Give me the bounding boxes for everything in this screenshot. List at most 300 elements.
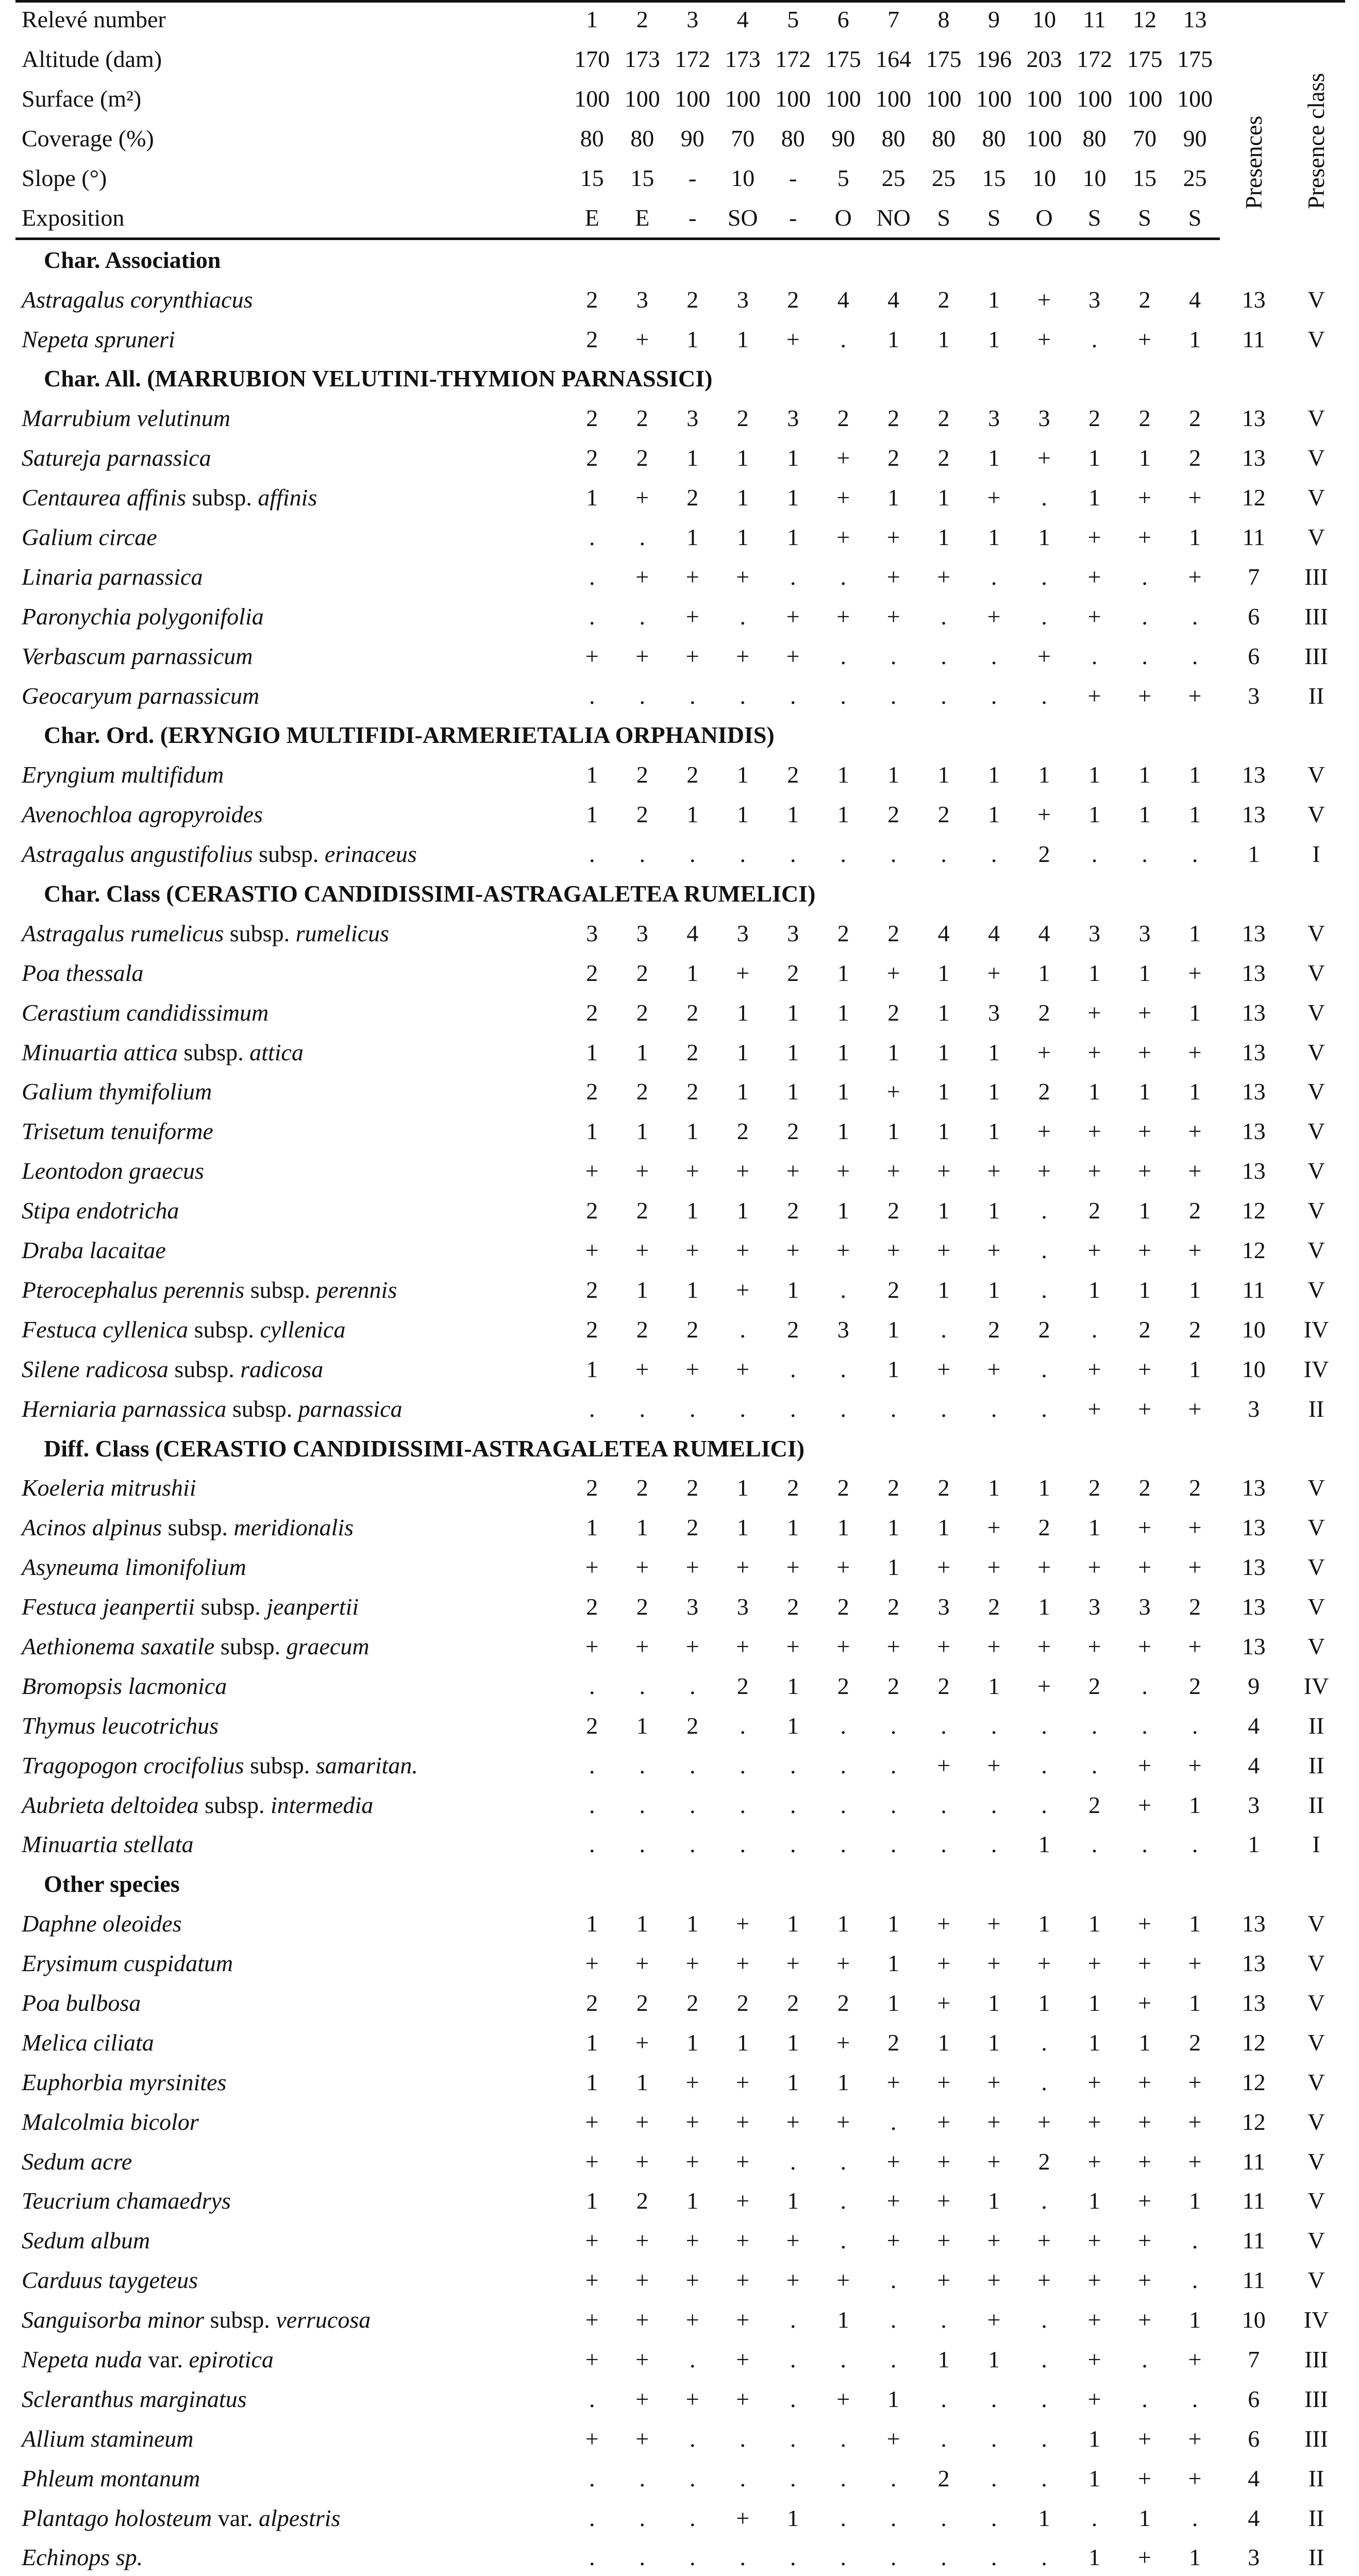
cover-value: + xyxy=(635,2108,649,2135)
cover-value: 1 xyxy=(1088,2544,1101,2571)
cover-value: + xyxy=(1037,642,1051,669)
cover-value: 1 xyxy=(787,524,799,551)
cover-value: + xyxy=(736,2227,750,2254)
cover-value: 3 xyxy=(1138,920,1151,946)
cover-value: + xyxy=(1188,1950,1202,1977)
cover-value: + xyxy=(736,1355,750,1382)
species-name: Daphne oleoides xyxy=(22,1910,182,1937)
cover-value: 1 xyxy=(686,2029,699,2056)
cover-value: + xyxy=(1138,1118,1152,1145)
species-name: Melica ciliata xyxy=(22,2029,154,2056)
cover-value: + xyxy=(987,2267,1001,2294)
cover-value: + xyxy=(635,1633,649,1659)
cover-value: 1 xyxy=(1088,761,1101,788)
cover-value: + xyxy=(1188,1118,1202,1145)
header-value: 1 xyxy=(586,6,598,33)
cover-value: 1 xyxy=(1138,1197,1151,1224)
cover-value: + xyxy=(987,959,1001,986)
species-name: Astragalus corynthiacus xyxy=(22,286,253,313)
cover-value: 1 xyxy=(1138,959,1151,986)
cover-value: 1 xyxy=(736,2029,749,2056)
cover-value: 2 xyxy=(686,1514,699,1541)
cover-value: 1 xyxy=(837,801,849,828)
header-value: 80 xyxy=(881,125,905,152)
cover-value: + xyxy=(1188,1158,1202,1184)
header-value: 170 xyxy=(574,46,610,73)
cover-value: . xyxy=(890,2465,897,2492)
section-title: Char. All. (MARRUBION VELUTINI-THYMION PARNASSICI) xyxy=(44,365,713,392)
cover-value: 1 xyxy=(887,761,900,788)
cover-value: + xyxy=(1138,2108,1152,2135)
header-label: Altitude (dam) xyxy=(22,46,162,73)
header-value: 100 xyxy=(926,86,962,112)
presence-count: 3 xyxy=(1248,1791,1260,1818)
cover-value: . xyxy=(1192,2267,1198,2294)
species-infraspecific: subsp. intermedia xyxy=(205,1791,374,1818)
cover-value: . xyxy=(1142,2385,1148,2412)
cover-value: . xyxy=(740,1752,746,1778)
cover-value: 1 xyxy=(988,2346,1000,2372)
cover-value: . xyxy=(589,1672,595,1699)
presence-count: 13 xyxy=(1241,1118,1266,1145)
cover-value: + xyxy=(1037,326,1051,352)
cover-value: . xyxy=(740,682,746,709)
species-name-cell xyxy=(15,2142,567,2181)
presence-class: V xyxy=(1307,1514,1325,1541)
cover-value: 1 xyxy=(736,1039,749,1065)
cover-value: . xyxy=(890,1791,897,1818)
cover-value: 1 xyxy=(1138,801,1151,828)
cover-value: + xyxy=(736,563,750,590)
cover-value: . xyxy=(1041,682,1047,709)
cover-value: . xyxy=(790,2465,796,2492)
cover-value: 1 xyxy=(787,1514,799,1541)
cover-value: . xyxy=(1142,841,1148,868)
cover-value: + xyxy=(635,642,649,669)
species-row xyxy=(15,399,1345,438)
cover-value: + xyxy=(836,524,850,551)
presence-count: 11 xyxy=(1242,1276,1265,1303)
species-name: Centaurea affinis xyxy=(22,484,187,511)
cover-value: 2 xyxy=(887,405,900,432)
cover-value: 2 xyxy=(937,445,950,471)
presence-class: V xyxy=(1307,1989,1325,2016)
cover-value: + xyxy=(1037,1633,1051,1659)
cover-value: . xyxy=(941,1316,947,1343)
species-row xyxy=(15,2062,1345,2102)
presence-count: 4 xyxy=(1248,1752,1260,1778)
cover-value: + xyxy=(1138,2307,1152,2333)
species-name-cell xyxy=(15,1191,567,1231)
cover-value: + xyxy=(937,2188,951,2214)
species-name-cell xyxy=(15,953,567,993)
cover-value: 2 xyxy=(787,286,799,313)
cover-value: + xyxy=(1188,2108,1202,2135)
cover-value: + xyxy=(585,1554,599,1581)
cover-value: + xyxy=(1138,2425,1152,2452)
cover-value: 2 xyxy=(887,445,900,471)
species-name-cell xyxy=(15,1825,567,1865)
cover-value: 2 xyxy=(787,761,799,788)
cover-value: + xyxy=(585,2148,599,2175)
header-value: 80 xyxy=(781,125,805,152)
species-name-cell xyxy=(15,1984,567,2023)
cover-value: 2 xyxy=(686,1316,699,1343)
cover-value: . xyxy=(840,2504,846,2531)
header-value: 11 xyxy=(1083,6,1106,33)
cover-value: + xyxy=(635,1554,649,1581)
cover-value: . xyxy=(890,1752,897,1778)
cover-value: + xyxy=(1138,1355,1152,1382)
species-row xyxy=(15,1706,1345,1745)
cover-value: 1 xyxy=(787,1276,799,1303)
header-value: 90 xyxy=(1183,125,1207,152)
species-name-cell xyxy=(15,2340,567,2380)
cover-value: . xyxy=(941,1712,947,1739)
cover-value: . xyxy=(1041,1276,1047,1303)
cover-value: 1 xyxy=(887,326,900,352)
cover-value: 1 xyxy=(1088,2188,1101,2214)
cover-value: + xyxy=(786,1633,800,1659)
cover-value: 1 xyxy=(1138,761,1151,788)
cover-value: 1 xyxy=(837,1078,849,1105)
cover-value: . xyxy=(1091,841,1098,868)
cover-value: + xyxy=(1138,2188,1152,2214)
cover-value: 1 xyxy=(686,2188,699,2214)
species-name: Plantago holosteum xyxy=(22,2504,212,2531)
section-header xyxy=(15,1429,1345,1468)
cover-value: + xyxy=(937,1355,951,1382)
cover-value: 1 xyxy=(937,1276,950,1303)
cover-value: + xyxy=(736,2307,750,2333)
species-name: Silene radicosa xyxy=(22,1355,169,1382)
cover-value: . xyxy=(1142,563,1148,590)
species-name-cell xyxy=(15,1587,567,1627)
cover-value: 1 xyxy=(988,1475,1000,1501)
header-value: 100 xyxy=(675,86,711,112)
cover-value: 2 xyxy=(937,801,950,828)
cover-value: 1 xyxy=(887,1514,900,1541)
cover-value: . xyxy=(890,642,897,669)
cover-value: . xyxy=(740,1791,746,1818)
cover-value: . xyxy=(740,2425,746,2452)
cover-value: + xyxy=(886,2425,900,2452)
cover-value: . xyxy=(840,1355,846,1382)
cover-value: 2 xyxy=(586,1316,598,1343)
cover-value: . xyxy=(840,2148,846,2175)
cover-value: . xyxy=(941,1831,947,1858)
presence-class: V xyxy=(1307,1276,1325,1303)
cover-value: . xyxy=(1142,603,1148,630)
header-value: 12 xyxy=(1133,6,1157,33)
species-name-cell xyxy=(15,2538,567,2576)
cover-value: + xyxy=(1087,2108,1101,2135)
presence-class: II xyxy=(1308,2504,1324,2531)
cover-value: 1 xyxy=(1088,959,1101,986)
species-name: Trisetum tenuiforme xyxy=(22,1118,213,1145)
species-name: Marrubium velutinum xyxy=(22,405,231,432)
header-label: Exposition xyxy=(15,198,567,239)
releve-table-container xyxy=(15,0,1345,2576)
header-label: Slope (°) xyxy=(22,165,107,191)
cover-value: . xyxy=(991,841,997,868)
cover-value: + xyxy=(736,1237,750,1264)
cover-value: . xyxy=(840,563,846,590)
species-name: Echinops sp. xyxy=(22,2544,143,2571)
cover-value: . xyxy=(740,603,746,630)
cover-value: 2 xyxy=(1138,1475,1151,1501)
cover-value: + xyxy=(1138,2544,1152,2571)
cover-value: + xyxy=(585,2346,599,2372)
cover-value: 2 xyxy=(1088,1197,1101,1224)
cover-value: . xyxy=(1041,1355,1047,1382)
cover-value: 2 xyxy=(887,999,900,1026)
presence-count: 11 xyxy=(1242,2188,1265,2214)
cover-value: 1 xyxy=(937,959,950,986)
cover-value: 1 xyxy=(937,326,950,352)
cover-value: 2 xyxy=(1189,405,1201,432)
cover-value: 2 xyxy=(586,1197,598,1224)
header-value: 100 xyxy=(1177,86,1213,112)
presence-class: III xyxy=(1304,563,1329,590)
species-name-cell xyxy=(15,518,567,557)
cover-value: . xyxy=(639,1672,645,1699)
cover-value: . xyxy=(689,1752,696,1778)
cover-value: . xyxy=(1192,2504,1198,2531)
species-row xyxy=(15,1072,1345,1112)
cover-value: . xyxy=(790,2544,796,2571)
presence-count: 4 xyxy=(1248,1712,1260,1739)
species-row xyxy=(15,2023,1345,2062)
cover-value: 2 xyxy=(586,1078,598,1105)
presence-count: 13 xyxy=(1241,761,1266,788)
cover-value: 3 xyxy=(736,1594,749,1620)
species-infraspecific: subsp. perennis xyxy=(250,1276,397,1303)
cover-value: + xyxy=(937,1752,951,1778)
cover-value: 2 xyxy=(636,801,648,828)
cover-value: 2 xyxy=(1088,1475,1101,1501)
cover-value: 1 xyxy=(787,801,799,828)
cover-value: . xyxy=(1041,2465,1047,2492)
cover-value: . xyxy=(790,1395,796,1422)
species-name-cell xyxy=(15,1112,567,1151)
species-name: Teucrium chamaedrys xyxy=(22,2188,231,2214)
presence-count: 1 xyxy=(1248,841,1260,868)
cover-value: 1 xyxy=(837,1197,849,1224)
cover-value: 1 xyxy=(1189,1910,1201,1937)
cover-value: . xyxy=(589,2504,595,2531)
cover-value: . xyxy=(639,1831,645,1858)
cover-value: . xyxy=(589,524,595,551)
presence-class-header xyxy=(1287,0,1345,239)
cover-value: 4 xyxy=(937,920,950,946)
cover-value: 2 xyxy=(1189,2029,1201,2056)
cover-value: 1 xyxy=(736,761,749,788)
cover-value: . xyxy=(1091,1712,1098,1739)
cover-value: + xyxy=(585,2227,599,2254)
cover-value: + xyxy=(685,1554,699,1581)
cover-value: + xyxy=(987,1158,1001,1184)
cover-value: 1 xyxy=(937,1039,950,1065)
header-value: 80 xyxy=(982,125,1006,152)
cover-value: . xyxy=(589,1791,595,1818)
cover-value: . xyxy=(1041,2346,1047,2372)
cover-value: + xyxy=(1087,1554,1101,1581)
presence-count: 13 xyxy=(1241,1989,1266,2016)
cover-value: . xyxy=(740,1395,746,1422)
cover-value: + xyxy=(685,2385,699,2412)
cover-value: 1 xyxy=(887,1316,900,1343)
cover-value: . xyxy=(1192,603,1198,630)
header-value: E xyxy=(617,198,667,239)
header-value: 100 xyxy=(574,86,610,112)
cover-value: 2 xyxy=(988,1594,1000,1620)
cover-value: . xyxy=(740,841,746,868)
header-value: 80 xyxy=(932,125,956,152)
cover-value: + xyxy=(635,1237,649,1264)
presence-class: V xyxy=(1307,524,1325,551)
species-row xyxy=(15,518,1345,557)
cover-value: + xyxy=(1087,2227,1101,2254)
species-name: Galium circae xyxy=(22,524,157,551)
cover-value: 3 xyxy=(636,286,648,313)
cover-value: 1 xyxy=(887,1910,900,1937)
cover-value: 2 xyxy=(636,1197,648,1224)
species-name: Sanguisorba minor xyxy=(22,2307,204,2333)
cover-value: 2 xyxy=(586,959,598,986)
cover-value: . xyxy=(1091,1316,1098,1343)
species-row xyxy=(15,2419,1345,2459)
cover-value: + xyxy=(1037,801,1051,828)
presence-class: V xyxy=(1307,1118,1325,1145)
cover-value: 1 xyxy=(787,2069,799,2095)
cover-value: + xyxy=(836,2029,850,2056)
cover-value: + xyxy=(886,959,900,986)
header-row xyxy=(15,40,1345,79)
cover-value: 1 xyxy=(1138,2504,1151,2531)
cover-value: + xyxy=(1138,1039,1152,1065)
cover-value: . xyxy=(1142,1831,1148,1858)
cover-value: . xyxy=(639,2544,645,2571)
species-name-cell xyxy=(15,1904,567,1944)
cover-value: 1 xyxy=(736,999,749,1026)
cover-value: 1 xyxy=(837,2307,849,2333)
cover-value: + xyxy=(937,2267,951,2294)
section-header xyxy=(15,716,1345,755)
cover-value: . xyxy=(689,841,696,868)
cover-value: + xyxy=(987,2108,1001,2135)
species-name-cell xyxy=(15,1468,567,1508)
cover-value: 1 xyxy=(837,1118,849,1145)
cover-value: + xyxy=(786,603,800,630)
presence-count: 13 xyxy=(1241,1633,1266,1659)
cover-value: 2 xyxy=(1189,1672,1201,1699)
cover-value: + xyxy=(1188,484,1202,511)
cover-value: 1 xyxy=(887,1950,900,1977)
cover-value: + xyxy=(937,563,951,590)
cover-value: + xyxy=(1188,959,1202,986)
species-name: Malcolmia bicolor xyxy=(22,2108,199,2135)
cover-value: 1 xyxy=(1189,2307,1201,2333)
cover-value: . xyxy=(1041,2425,1047,2452)
presence-count: 4 xyxy=(1248,2504,1260,2531)
cover-value: + xyxy=(635,484,649,511)
cover-value: 1 xyxy=(988,1118,1000,1145)
species-name-cell xyxy=(15,2459,567,2498)
species-row xyxy=(15,2498,1345,2538)
cover-value: 2 xyxy=(1038,999,1050,1026)
species-row xyxy=(15,1627,1345,1667)
cover-value: + xyxy=(1188,1395,1202,1422)
cover-value: 1 xyxy=(1189,524,1201,551)
cover-value: 2 xyxy=(887,1475,900,1501)
cover-value: + xyxy=(836,484,850,511)
cover-value: 2 xyxy=(636,999,648,1026)
cover-value: . xyxy=(689,2465,696,2492)
cover-value: . xyxy=(740,2465,746,2492)
species-name-cell xyxy=(15,1072,567,1112)
cover-value: 1 xyxy=(988,1989,1000,2016)
presence-count: 13 xyxy=(1241,1158,1266,1184)
header-value: 15 xyxy=(1133,165,1157,191)
cover-value: + xyxy=(635,1950,649,1977)
species-name: Geocaryum parnassicum xyxy=(22,682,260,709)
presence-count: 1 xyxy=(1248,1831,1260,1858)
cover-value: 1 xyxy=(1038,1910,1050,1937)
cover-value: 2 xyxy=(837,405,849,432)
cover-value: + xyxy=(987,1910,1001,1937)
species-row xyxy=(15,993,1345,1032)
cover-value: + xyxy=(836,1554,850,1581)
cover-value: + xyxy=(585,1633,599,1659)
header-row xyxy=(15,159,1345,198)
header-value: 80 xyxy=(1082,125,1106,152)
species-name: Tragopogon crocifolius xyxy=(22,1752,244,1778)
cover-value: + xyxy=(987,484,1001,511)
cover-value: . xyxy=(890,2267,897,2294)
species-row xyxy=(15,795,1345,835)
cover-value: 1 xyxy=(1088,2029,1101,2056)
species-name-cell xyxy=(15,2221,567,2261)
species-row xyxy=(15,319,1345,359)
species-name-cell xyxy=(15,438,567,478)
presence-class: V xyxy=(1307,1197,1325,1224)
header-value: 175 xyxy=(926,46,962,73)
cover-value: . xyxy=(1192,2227,1198,2254)
species-name: Asyneuma limonifolium xyxy=(22,1554,246,1581)
species-row xyxy=(15,2181,1345,2221)
cover-value: 2 xyxy=(1038,1514,1050,1541)
cover-value: . xyxy=(589,2385,595,2412)
cover-value: + xyxy=(1087,2148,1101,2175)
species-name-cell xyxy=(15,319,567,359)
cover-value: 1 xyxy=(1088,1078,1101,1105)
presence-class: III xyxy=(1304,2425,1329,2452)
cover-value: + xyxy=(1138,326,1152,352)
header-row xyxy=(15,119,1345,159)
header-value: 100 xyxy=(976,86,1012,112)
header-value: 173 xyxy=(725,46,761,73)
presence-class: V xyxy=(1307,1910,1325,1937)
cover-value: 4 xyxy=(686,920,699,946)
cover-value: + xyxy=(1138,524,1152,551)
species-name-cell xyxy=(15,1627,567,1667)
species-row xyxy=(15,438,1345,478)
cover-value: . xyxy=(1041,603,1047,630)
cover-value: + xyxy=(836,1633,850,1659)
section-title: Char. Association xyxy=(44,246,221,273)
cover-value: 1 xyxy=(586,1910,598,1937)
